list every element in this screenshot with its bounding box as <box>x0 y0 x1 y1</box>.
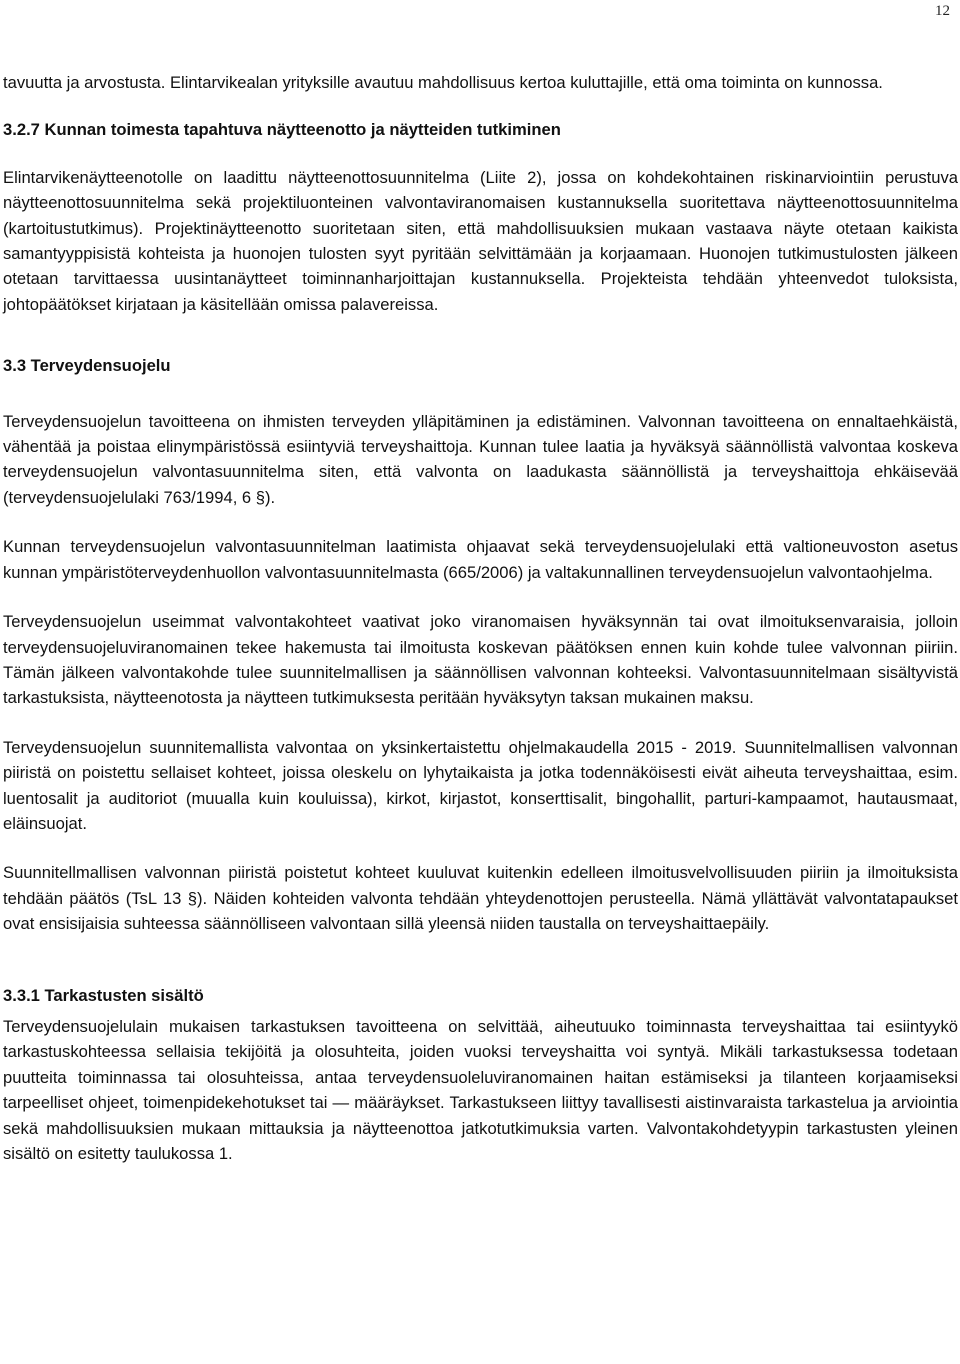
paragraph-health-protection-goal: Terveydensuojelun tavoitteena on ihmisten terveyden ylläpitäminen ja edistäminen. Valvonnan tavoitteena on ennaltaehkäistä, vähentää ja poistaa elinympäristössä esiintyviä terveyshaittoja. Kunnan tulee laatia ja hyväksyä säännöllistä valvontaa koskeva terveydensuojelun valvontasuunnitelma siten, että valvonta on laadukasta säännöllistä ja terveyshaittoja ehkäisevää (terveydensuojelulaki 763/1994, 6 §). <box>3 411 958 507</box>
document-body <box>3 70 958 1166</box>
paragraph-sampling-plan: Elintarvikenäytteenotolle on laadittu näytteenottosuunnitelma (Liite 2), jossa on kohdekohtainen riskinarviointiin perustuva näytteenottosuunnitelma sekä projektiluonteinen valvontaviranomaisen kustannuksella suoritettava näytteenottosuunnitelma (kartoitustutkimus). Projektinäytteenotto suoritetaan siten, että mahdollisuuksien mukaan vastaava näyte otetaan kaikista samantyyppisistä kohteista ja huonojen tulosten syyt pyritään selvittämään ja korjaamaan. Huonojen tutkimustulosten jälkeen otetaan tarvittaessa uusintanäytteet toiminnanharjoittajan kustannuksella. Projekteista tehdään yhteenvedot tuloksista, johtopäätökset kirjataan ja käsitellään omissa palavereissa. <box>3 167 958 314</box>
page-number: 12 <box>935 3 950 19</box>
heading-3-3-1: 3.3.1 Tarkastusten sisältö <box>3 985 204 1005</box>
paragraph-removed-objects: Suunnitellmallisen valvonnan piiristä poistetut kohteet kuuluvat kuitenkin edelleen ilmoitusvelvollisuuden piiriin ja ilmoituksista tehdään päätös (TsL 13 §). Näiden kohteiden valvonta tehdään yhteydenottojen perusteella. Nämä yllättävät valvontatapaukset ovat ensisijaisia suhteessa säännölliseen valvontaan sillä yleensä niiden taustalla on terveyshaittaepäily. <box>3 863 958 934</box>
paragraph-program-period: Terveydensuojelun suunnitemallista valvontaa on yksinkertaistettu ohjelmakaudella 2015 - 2019. Suunnitelmallisen valvonnan piiristä on poistettu sellaiset kohteet, joissa oleskelu on lyhytaikaista ja jotka todennäköisesti eivät aiheuta terveyshaittaa, esim. luentosalit ja auditoriot (muualla kuin kouluissa), kirkot, kirjastot, konserttisalit, bingohallit, parturi-kampaamot, hautausmaat, eläinsuojat. <box>3 737 958 833</box>
paragraph-continuation: tavuutta ja arvostusta. Elintarvikealan yrityksille avautuu mahdollisuus kertoa kuluttajille, että oma toiminta on kunnossa. <box>3 73 883 92</box>
heading-3-3: 3.3 Terveydensuojelu <box>3 356 171 376</box>
paragraph-planning-guidance: Kunnan terveydensuojelun valvontasuunnitelman laatimista ohjaavat sekä terveydensuojelulaki että valtioneuvoston asetus kunnan ympäristöterveydenhuollon valvontasuunnitelmasta (665/2006) ja valtakunnallinen terveydensuojelun valvontaohjelma. <box>3 537 958 582</box>
paragraph-inspection-content: Terveydensuojelulain mukaisen tarkastuksen tavoitteena on selvittää, aiheutuuko toiminnasta terveyshaittaa tai esiintyykö tarkastuskohteessa sellaisia tekijöitä ja olosuhteita, joiden vuoksi terveyshaitta voi syntyä. Mikäli tarkastuksessa todetaan puutteita toiminnassa tai olosuhteissa, antaa terveydensuoleluviranomainen haitan estämiseksi ja tilanteen korjaamiseksi tarpeelliset ohjeet, toimenpidekehotukset tai — määräykset. Tarkastukseen liittyy tavallisesti aistinvaraista tarkastelua ja arviointia sekä mahdollisuuksien mukaan mittauksia ja näytteenottoa jatkotutkimuksia varten. Valvontakohdetyypin tarkastusten yleinen sisältö on esitetty taulukossa 1. <box>3 1016 958 1163</box>
heading-3-2-7: 3.2.7 Kunnan toimesta tapahtuva näytteenotto ja näytteiden tutkiminen <box>3 120 561 140</box>
paragraph-supervision-objects: Terveydensuojelun useimmat valvontakohteet vaativat joko viranomaisen hyväksynnän tai ovat ilmoituksenvaraisia, jolloin terveydensuojeluviranomainen tekee hakemusta tai ilmoitusta koskevan päätöksen ennen kuin kohde tulee valvonnan piiriin. Tämän jälkeen valvontakohde tulee suunnitelmallisen ja säännöllisen valvonnan kohteeksi. Valvontasuunnitelmaan sisältyvistä tarkastuksista, näytteenotosta ja näytteen tutkimuksesta peritään hyväksytyn taksan mukainen maksu. <box>3 612 958 708</box>
